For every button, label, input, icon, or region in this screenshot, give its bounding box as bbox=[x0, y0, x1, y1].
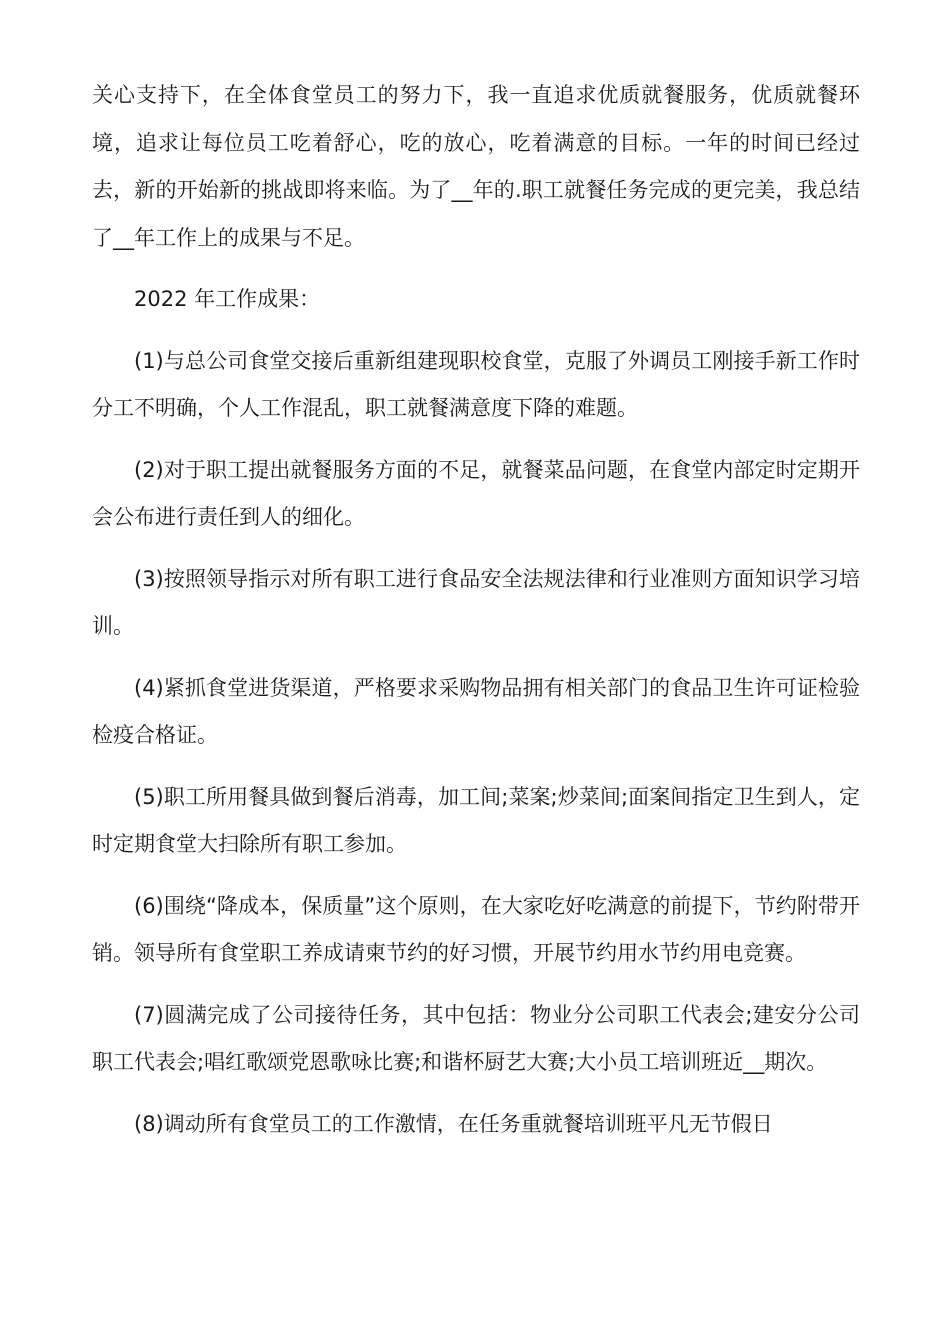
list-item-4: (4)紧抓食堂进货渠道，严格要求采购物品拥有相关部门的食品卫生许可证检验检疫合格证。 bbox=[92, 675, 860, 747]
list-item-1: (1)与总公司食堂交接后重新组建现职校食堂，克服了外调员工刚接手新工作时分工不明确，个人工作混乱，职工就餐满意度下降的难题。 bbox=[92, 348, 860, 420]
intro-paragraph: 关心支持下，在全体食堂员工的努力下，我一直追求优质就餐服务，优质就餐环境，追求让每位员工吃着舒心，吃的放心，吃着满意的目标。一年的时间已经过去，新的开始新的挑战即将来临。为了__年的.职工就餐任务完成的更完美，我总结了__年工作上的成果与不足。 bbox=[92, 83, 860, 250]
list-item-8: (8)调动所有食堂员工的工作激情，在任务重就餐培训班平凡无节假日 bbox=[134, 1111, 773, 1136]
list-item-3: (3)按照领导指示对所有职工进行食品安全法规法律和行业准则方面知识学习培训。 bbox=[92, 566, 860, 638]
section-heading: 2022 年工作成果： bbox=[134, 287, 321, 311]
document-body bbox=[92, 72, 860, 1162]
list-item-5: (5)职工所用餐具做到餐后消毒，加工间;菜案;炒菜间;面案间指定卫生到人，定时定期食堂大扫除所有职工参加。 bbox=[92, 784, 860, 856]
list-item-2: (2)对于职工提出就餐服务方面的不足，就餐菜品问题，在食堂内部定时定期开会公布进行责任到人的细化。 bbox=[92, 457, 860, 529]
list-item-6: (6)围绕“降成本，保质量”这个原则，在大家吃好吃满意的前提下，节约附带开销。领导所有食堂职工养成请柬节约的好习惯，开展节约用水节约用电竞赛。 bbox=[92, 893, 860, 965]
list-item-7: (7)圆满完成了公司接待任务，其中包括：物业分公司职工代表会;建安分公司职工代表会;唱红歌颂党恩歌咏比赛;和谐杯厨艺大赛;大小员工培训班近__期次。 bbox=[92, 1002, 860, 1074]
